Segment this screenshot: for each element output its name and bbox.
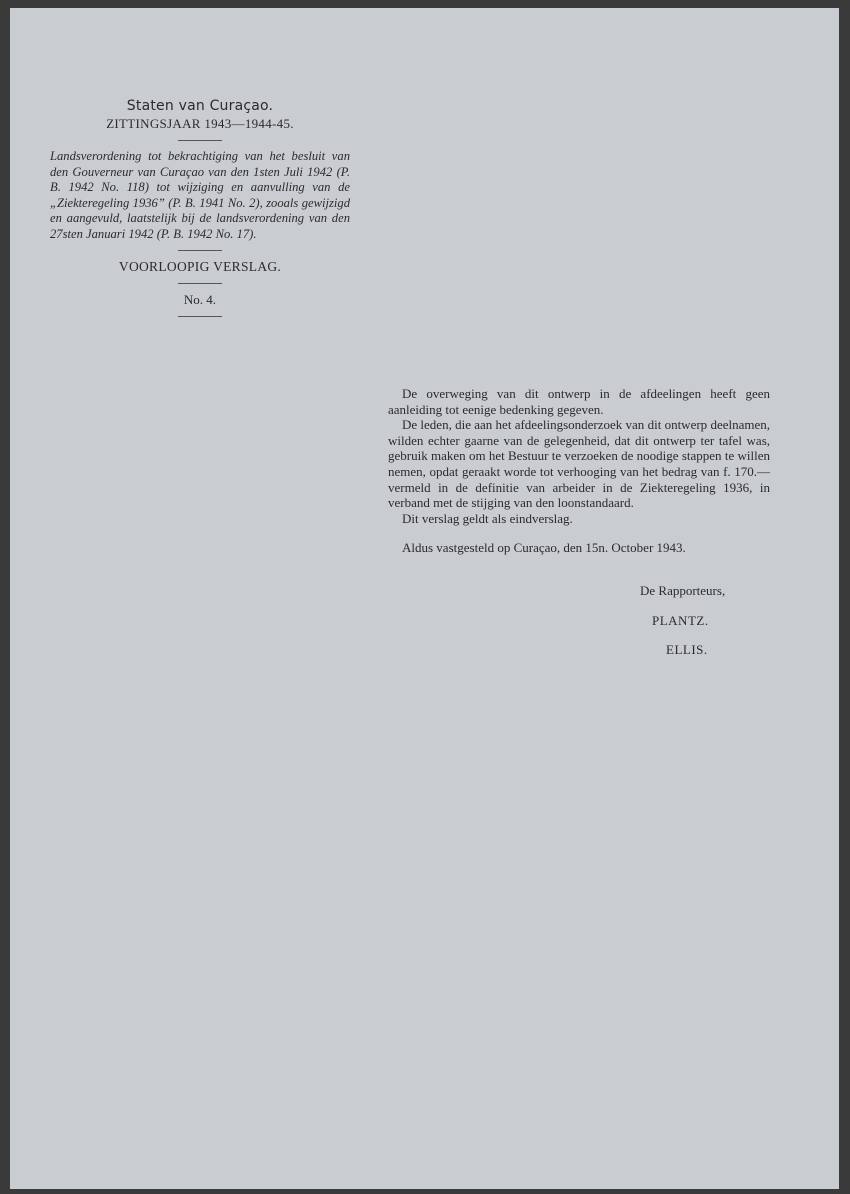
report-number: No. 4. <box>183 292 217 307</box>
paragraph: De leden, die aan het afdeelingsonderzoek van dit ontwerp deelnamen, wilden echter gaarne van de gelegenheid, dat dit ontwerp ter tafel was, gebruik maken om het Bestuur te verzoeken de noodige stappen te willen nemen, opdat geraakt worde tot verhooging van het bedrag van f. 170.— vermeld in de definitie van arbeider in de Ziekteregeling 1936, in verband met de stijging van den loonstandaard. <box>388 417 770 511</box>
document-page <box>10 8 839 1189</box>
paragraph: De overweging van dit ontwerp in de afdeelingen heeft geen aanleiding tot eenige bedenking gegeven. <box>388 386 770 417</box>
session-year: ZITTINGSJAAR 1943—1944-45. <box>106 116 294 131</box>
divider <box>178 250 222 251</box>
rapporteurs-label: De Rapporteurs, <box>640 583 726 598</box>
closing-statement: Aldus vastgesteld op Curaçao, den 15n. October 1943. <box>402 540 686 556</box>
signatory-name: PLANTZ. <box>652 613 709 628</box>
subject-description: Landsverordening tot bekrachtiging van het besluit van den Gouverneur van Curaçao van den 1sten Juli 1942 (P. B. 1942 No. 118) tot wijziging en aanvulling van de „Ziekteregeling 1936” (P. B. 1941 No. 2), zooals gewijzigd en aangevuld, laatstelijk bij de landsverordening van den 27sten Januari 1942 (P. B. 1942 No. 17). <box>50 149 350 241</box>
divider <box>178 140 222 141</box>
divider <box>178 283 222 284</box>
house-title: Staten van Curaçao. <box>126 98 274 114</box>
document-header <box>50 98 350 325</box>
report-body <box>388 386 770 556</box>
report-title: VOORLOOPIG VERSLAG. <box>118 259 282 274</box>
paragraph: Dit verslag geldt als eindverslag. <box>402 510 573 526</box>
signatory-name: ELLIS. <box>666 642 708 657</box>
divider <box>178 316 222 317</box>
